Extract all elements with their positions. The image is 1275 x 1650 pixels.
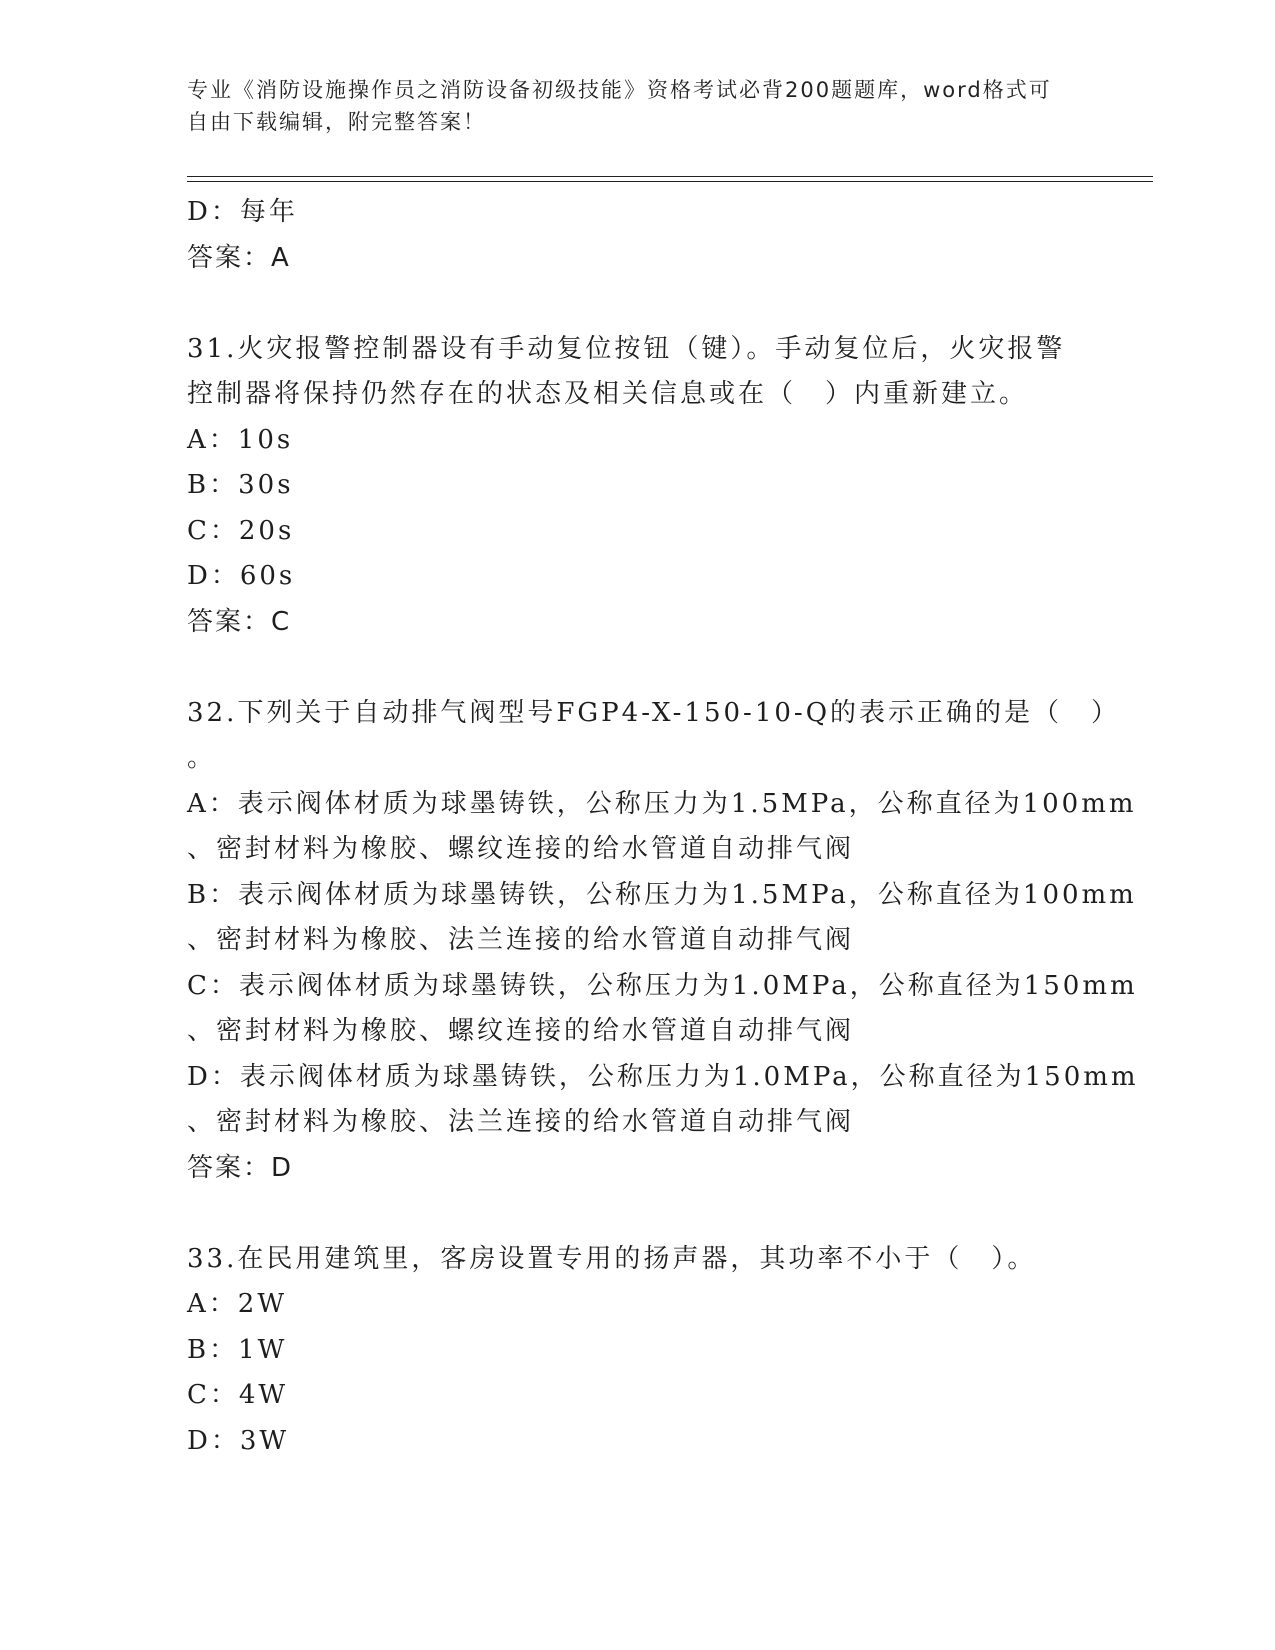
q32-answer: 答案：D	[187, 1152, 294, 1183]
spacer	[187, 1191, 1087, 1237]
q32-option-c-line-2: 、密封材料为橡胶、螺纹连接的给水管道自动排气阀	[187, 1016, 855, 1046]
q32-option-a-line-2: 、密封材料为橡胶、螺纹连接的给水管道自动排气阀	[187, 834, 855, 864]
q33-option-a: A：2W	[187, 1289, 288, 1319]
q32-option-a-line-1: A：表示阀体材质为球墨铸铁，公称压力为1.5MPa，公称直径为100mm	[187, 788, 1137, 819]
q33-stem-line-1: 33.在民用建筑里，客房设置专用的扬声器，其功率不小于（ ）。	[187, 1243, 1037, 1274]
q33-option-c: C：4W	[187, 1380, 289, 1410]
q33-option-b: B：1W	[187, 1334, 288, 1365]
q31-option-d: D：60s	[187, 561, 296, 591]
q31-stem-line-1: 31.火灾报警控制器设有手动复位按钮（键）。手动复位后，火灾报警	[187, 333, 1066, 364]
q32-option-d-line-2: 、密封材料为橡胶、法兰连接的给水管道自动排气阀	[187, 1107, 855, 1137]
q32-option-b-line-2: 、密封材料为橡胶、法兰连接的给水管道自动排气阀	[187, 925, 855, 955]
q32-stem-line-2: 。	[187, 743, 217, 773]
spacer	[187, 645, 1087, 691]
prev-option-d: D：每年	[187, 197, 298, 227]
header-rule-bottom	[187, 181, 1153, 182]
spacer	[187, 281, 1087, 327]
q31-answer: 答案：C	[187, 606, 292, 637]
q31-stem-line-2: 控制器将保持仍然存在的状态及相关信息或在（ ）内重新建立。	[187, 379, 1029, 409]
prev-answer: 答案：A	[187, 242, 291, 273]
q31-option-b: B：30s	[187, 470, 294, 500]
q31-option-c: C：20s	[187, 515, 295, 546]
q31-option-a: A：10s	[187, 424, 294, 455]
document-header: 专业《消防设施操作员之消防设备初级技能》资格考试必背200题题库，word格式可自由下载编辑，附完整答案！	[187, 78, 1052, 134]
header-rule-top	[187, 176, 1153, 177]
q32-option-d-line-1: D：表示阀体材质为球墨铸铁，公称压力为1.0MPa，公称直径为150mm	[187, 1061, 1139, 1092]
q32-option-c-line-1: C：表示阀体材质为球墨铸铁，公称压力为1.0MPa，公称直径为150mm	[187, 970, 1138, 1001]
q32-option-b-line-1: B：表示阀体材质为球墨铸铁，公称压力为1.5MPa，公称直径为100mm	[187, 879, 1137, 910]
document-body	[187, 190, 1139, 1464]
q33-option-d: D：3W	[187, 1425, 290, 1456]
q32-stem-line-1: 32.下列关于自动排气阀型号FGP4-X-150-10-Q的表示正确的是（ ）	[187, 697, 1121, 728]
